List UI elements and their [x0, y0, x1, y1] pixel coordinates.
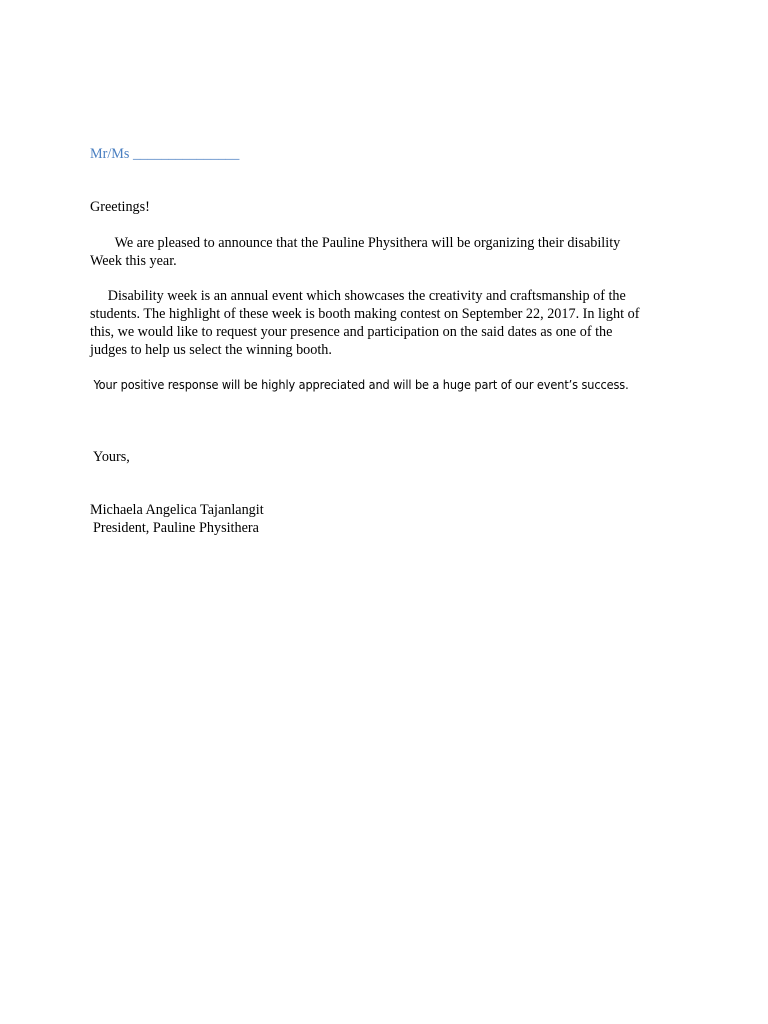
paragraph-announcement	[90, 234, 690, 270]
paragraph-line: Disability week is an annual event which showcases the creativity and craftsmanship of the	[90, 288, 626, 304]
signer-title: President, Pauline Physithera	[93, 520, 259, 536]
greeting: Greetings!	[90, 199, 150, 215]
paragraph-line: students. The highlight of these week is booth making contest on September 22, 2017. In light of	[90, 306, 640, 322]
salutation-line: Mr/Ms _______________	[90, 146, 240, 162]
paragraph-line: Your positive response will be highly appreciated and will be a huge part of our event’s success.	[90, 377, 629, 392]
paragraph-line: Week this year.	[90, 253, 177, 269]
paragraph-line: this, we would like to request your presence and participation on the said dates as one of the	[90, 324, 613, 340]
paragraph-line: judges to help us select the winning booth.	[90, 342, 332, 358]
closing: Yours,	[93, 449, 130, 465]
paragraph-response-request	[90, 376, 690, 394]
signer-name: Michaela Angelica Tajanlangit	[90, 502, 264, 518]
paragraph-line: We are pleased to announce that the Pauline Physithera will be organizing their disability	[90, 235, 621, 251]
paragraph-event-details	[90, 287, 690, 359]
